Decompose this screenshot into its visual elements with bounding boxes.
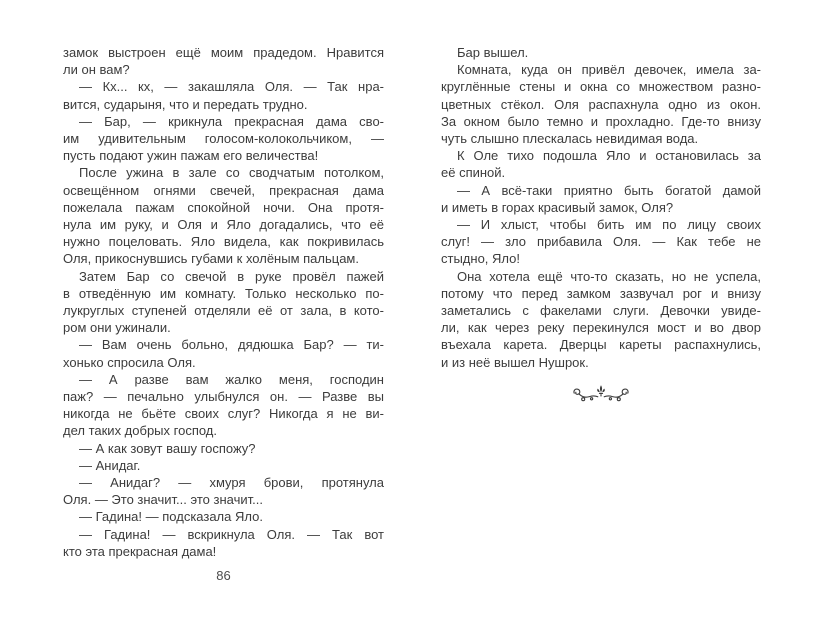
- text-line: нула им руку, и Оля и Яло догадались, что её: [63, 217, 384, 233]
- text-line: — Бар, — крикнула прекрасная дама сво-: [79, 113, 384, 129]
- chapter-end-flourish-icon: [441, 384, 761, 405]
- text-line: Она хотела ещё что-то сказать, но не успела,: [457, 268, 761, 284]
- text-line: Затем Бар со свечой в руке провёл пажей: [79, 268, 384, 284]
- text-line: — А разве вам жалко меня, господин: [79, 371, 384, 387]
- text-line: и из неё вышел Нушрок.: [441, 354, 589, 370]
- page-number: 86: [216, 568, 231, 584]
- text-line: — Вам очень больно, дядюшка Бар? — ти-: [79, 337, 384, 353]
- text-line: заметались с факелами слуги. Девочки увиде-: [441, 303, 761, 319]
- text-line: Бар вышел.: [457, 45, 529, 60]
- text-line: кто эта прекрасная дама!: [63, 543, 217, 559]
- text-line: паж? — печально улыбнулся он. — Разве вы: [63, 389, 384, 405]
- right-page-text-column: [441, 44, 761, 371]
- text-line: — Кх... кх, — закашляла Оля. — Так нра-: [79, 79, 384, 95]
- text-line: въехала карета. Дверцы кареты распахнулись,: [441, 337, 761, 353]
- right-page: [441, 44, 761, 405]
- text-line: — Гадина! — подсказала Яло.: [79, 509, 263, 525]
- text-line: стыдно, Яло!: [441, 251, 520, 267]
- text-line: и иметь в горах красивый замок, Оля?: [441, 199, 674, 215]
- text-line: пусть подают ужин пажам его величества!: [63, 148, 319, 164]
- text-line: вится, сударыня, что и передать трудно.: [63, 96, 308, 112]
- text-line: хонько спросила Оля.: [63, 354, 196, 370]
- text-line: — А как зовут вашу госпожу?: [79, 440, 256, 456]
- text-line: замок выстроен ещё моим прадедом. Нравится: [63, 45, 384, 60]
- text-line: За окном было темно и прохладно. Где-то внизу: [441, 113, 761, 129]
- text-line: пожелала пажам спокойной ночи. Она протя-: [63, 199, 384, 215]
- text-line: потому что перед замком зазвучал рог и внизу: [441, 285, 761, 301]
- text-line: ром они ужинали.: [63, 320, 171, 336]
- text-line: никогда не бьёте своих слуг? Никогда я не ви-: [63, 406, 384, 422]
- text-line: слуг! — зло прибавила Оля. — Как тебе не: [441, 234, 761, 250]
- text-line: Оля, прикоснувшись губами к холёным пальцам.: [63, 251, 359, 267]
- left-page-text-column: [63, 44, 384, 560]
- text-line: К Оле тихо подошла Яло и остановилась за: [457, 148, 761, 164]
- text-line: круглённые стены и окна со множеством разно-: [441, 79, 761, 95]
- text-line: нужно поцеловать. Яло видела, как покривилась: [63, 234, 384, 250]
- text-line: ли, как через реку перекинулся мост и во двор: [441, 320, 761, 336]
- text-line: — Гадина! — вскрикнула Оля. — Так вот: [79, 526, 384, 542]
- text-line: им удивительным голосом-колокольчиком, —: [63, 131, 384, 147]
- text-line: ли он вам?: [63, 62, 130, 78]
- text-line: — И хлыст, чтобы бить им по лицу своих: [457, 217, 761, 233]
- text-line: Комната, куда он привёл девочек, имела за-: [457, 62, 761, 78]
- text-line: её спиной.: [441, 165, 506, 181]
- text-line: — А всё-таки приятно быть богатой дамой: [457, 182, 761, 198]
- text-line: — Анидаг? — хмуря брови, протянула: [79, 475, 384, 491]
- text-line: лукруглых ступеней отделяли её от зала, в кото-: [63, 303, 384, 319]
- text-line: дел таких добрых господ.: [63, 423, 217, 439]
- text-line: — Анидаг.: [79, 457, 141, 473]
- text-line: чуть слышно плескалась невидимая вода.: [441, 131, 699, 147]
- left-page: [63, 44, 384, 584]
- text-line: цветных стёкол. Оля распахнула одно из окон.: [441, 96, 761, 112]
- text-line: После ужина в зале со сводчатым потолком,: [79, 165, 384, 181]
- text-line: Оля. — Это значит... это значит...: [63, 492, 263, 508]
- text-line: в отведённую им комнату. Только несколько по-: [63, 285, 384, 301]
- text-line: освещённом огнями свечей, прекрасная дама: [63, 182, 384, 198]
